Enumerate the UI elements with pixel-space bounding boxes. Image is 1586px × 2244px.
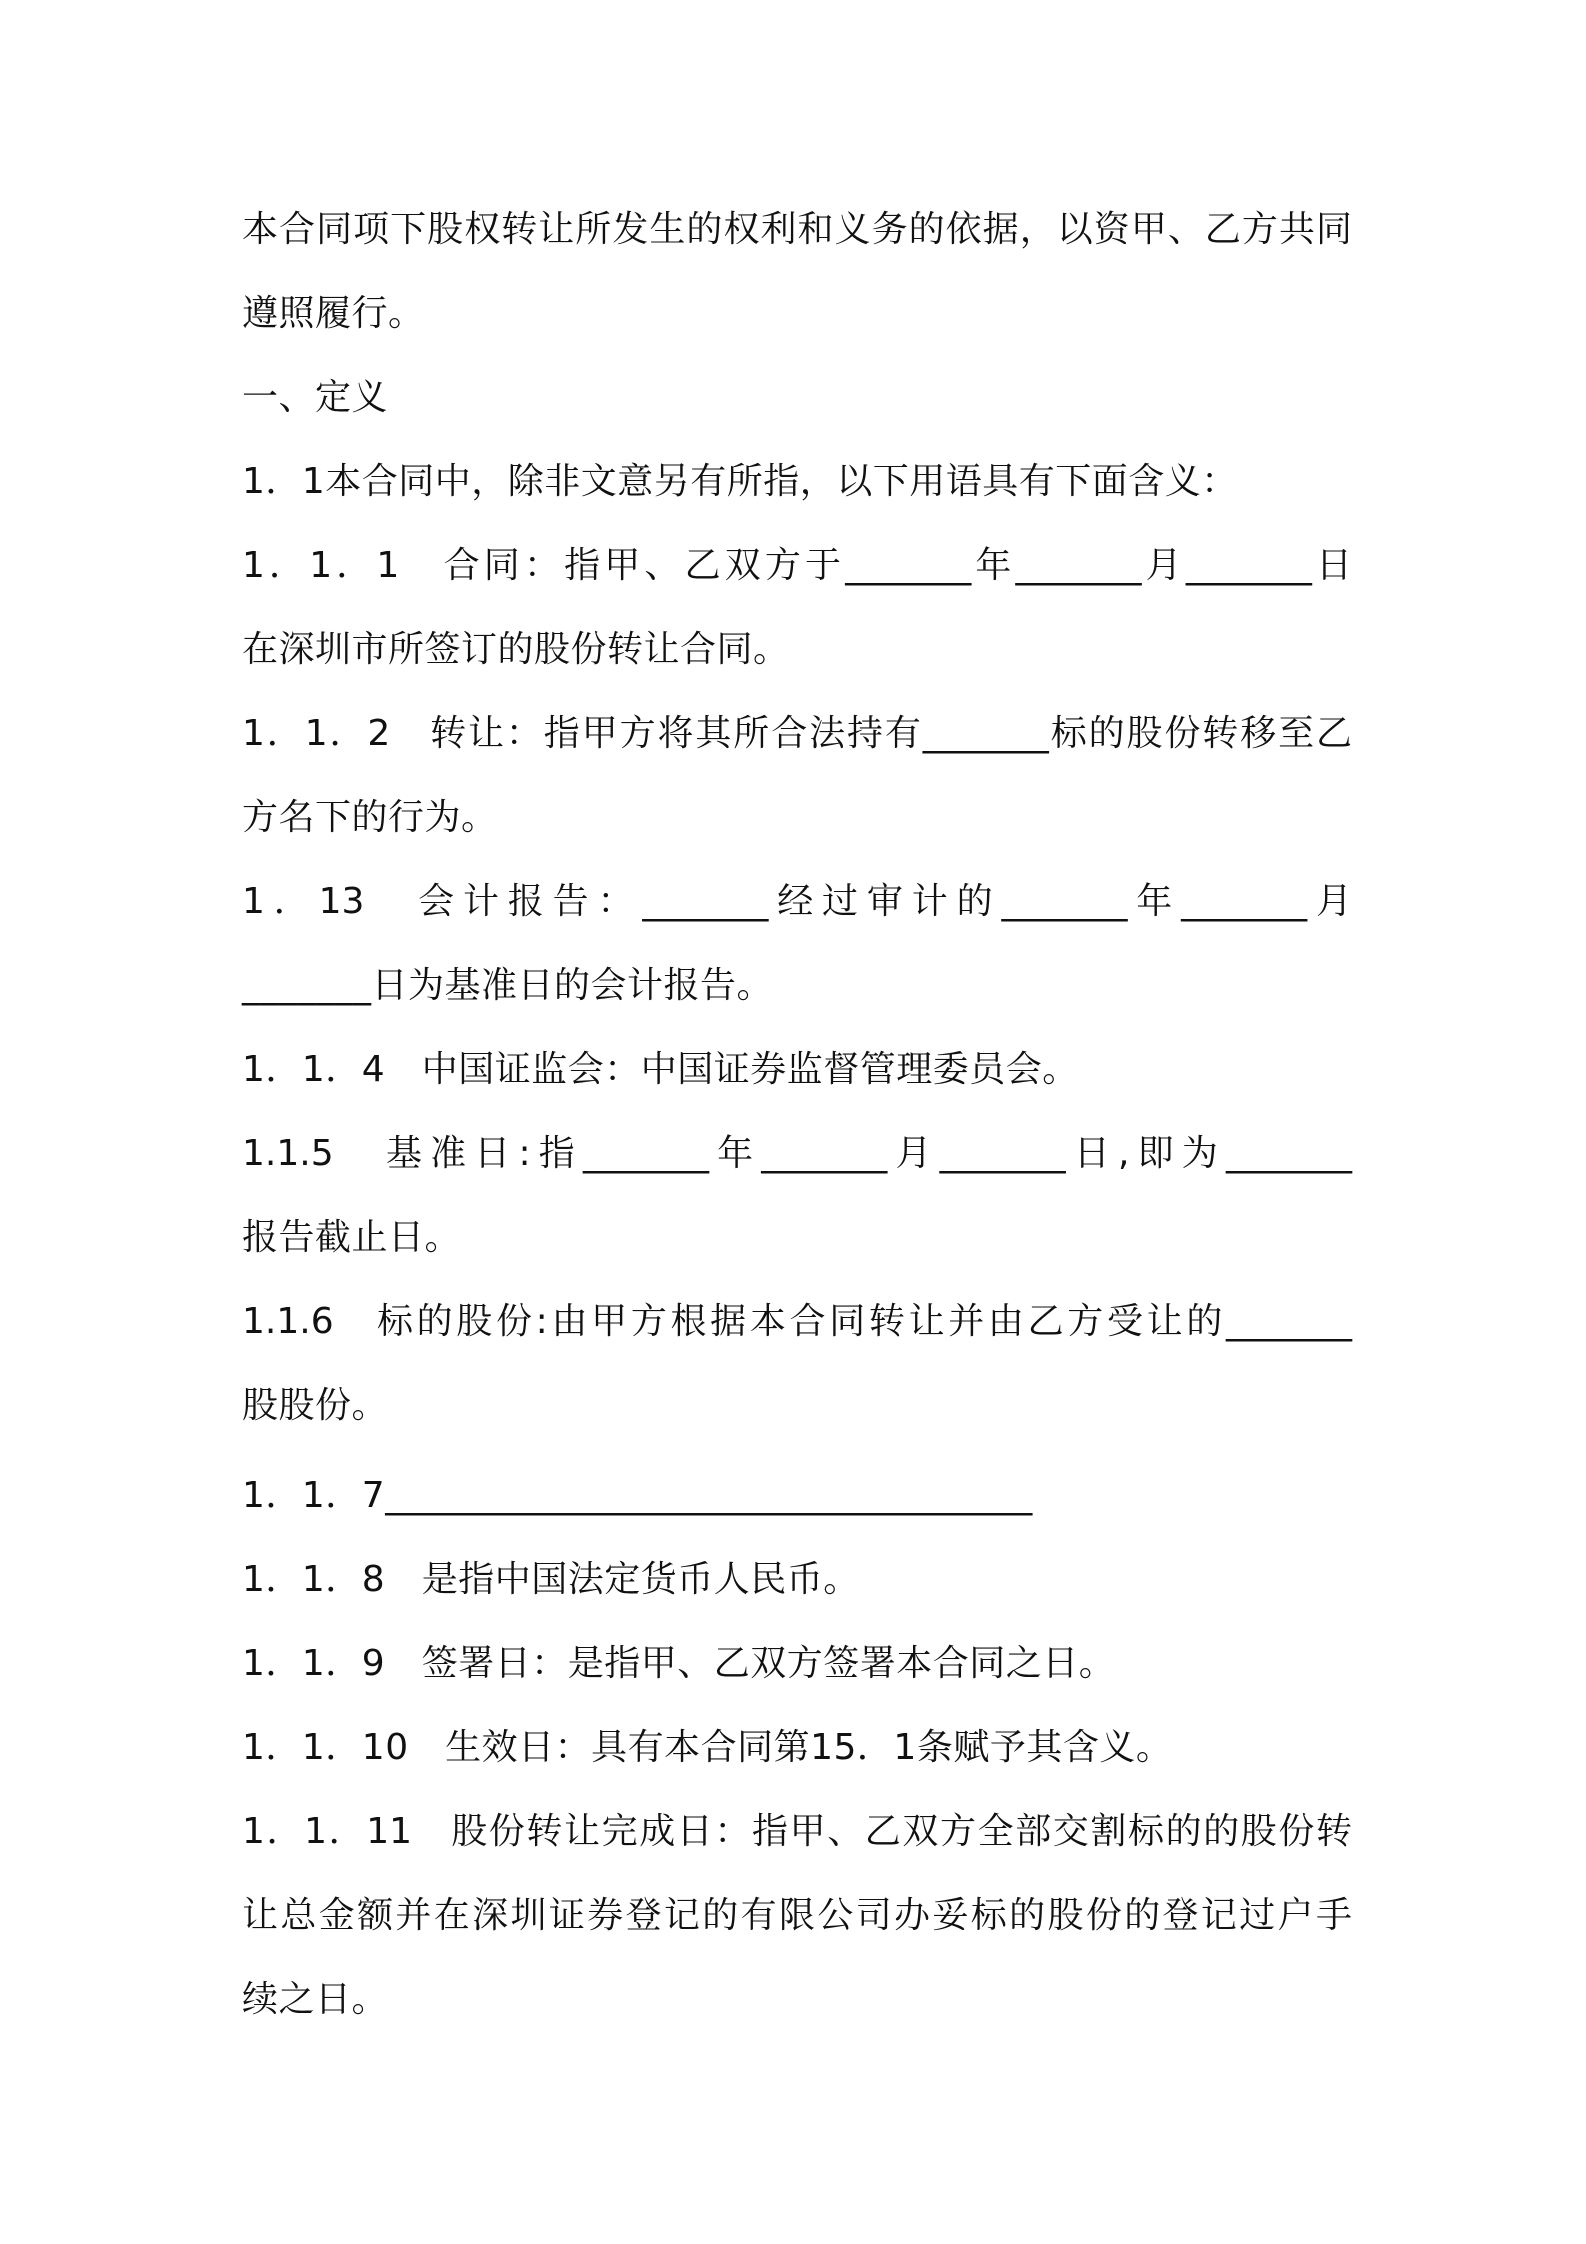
clause-line: 在深圳市所签订的股份转让合同。 <box>242 629 790 670</box>
clause-line: 1．1．4 中国证监会：中国证券监督管理委员会。 <box>242 1049 1079 1090</box>
clause-line: _______日为基准日的会计报告。 <box>242 965 774 1006</box>
clause-line: 1．1．11 股份转让完成日：指甲、乙双方全部交割标的的股份转 <box>242 1811 1352 1852</box>
clause-line: 1．1．2 转让：指甲方将其所合法持有_______标的股份转移至乙 <box>242 713 1352 754</box>
clause-line: 1．1．8 是指中国法定货币人民币。 <box>242 1559 860 1600</box>
clause-line: 1．13 会计报告：_______经过审计的_______年_______月 <box>242 881 1352 922</box>
clause-line: 1．1．10 生效日：具有本合同第15．1条赋予其含义。 <box>242 1727 1173 1768</box>
clause-line: 1.1.6 标的股份:由甲方根据本合同转让并由乙方受让的_______ <box>242 1301 1352 1342</box>
clause-line: 1．1．1 合同：指甲、乙双方于_______年_______月_______日 <box>242 545 1352 586</box>
clause-line: 股股份。 <box>242 1385 389 1426</box>
paragraph-line: 本合同项下股权转让所发生的权利和义务的依据，以资甲、乙方共同 <box>242 209 1352 250</box>
clause-line: 让总金额并在深圳证券登记的有限公司办妥标的股份的登记过户手 <box>242 1895 1352 1936</box>
clause-line: 1.1.5 基准日:指_______年_______月_______日,即为_______ <box>242 1133 1352 1174</box>
clause-line: 1．1．7___________________________________ <box>242 1475 1033 1516</box>
section-heading: 一、定义 <box>242 377 389 418</box>
clause-line: 方名下的行为。 <box>242 797 498 838</box>
clause-line: 1．1．9 签署日：是指甲、乙双方签署本合同之日。 <box>242 1643 1116 1684</box>
document-body <box>242 202 1352 2056</box>
clause-line: 报告截止日。 <box>242 1217 462 1258</box>
clause-line: 1．1本合同中，除非文意另有所指，以下用语具有下面含义： <box>242 461 1238 502</box>
clause-line: 续之日。 <box>242 1979 389 2020</box>
paragraph-line: 遵照履行。 <box>242 293 425 334</box>
